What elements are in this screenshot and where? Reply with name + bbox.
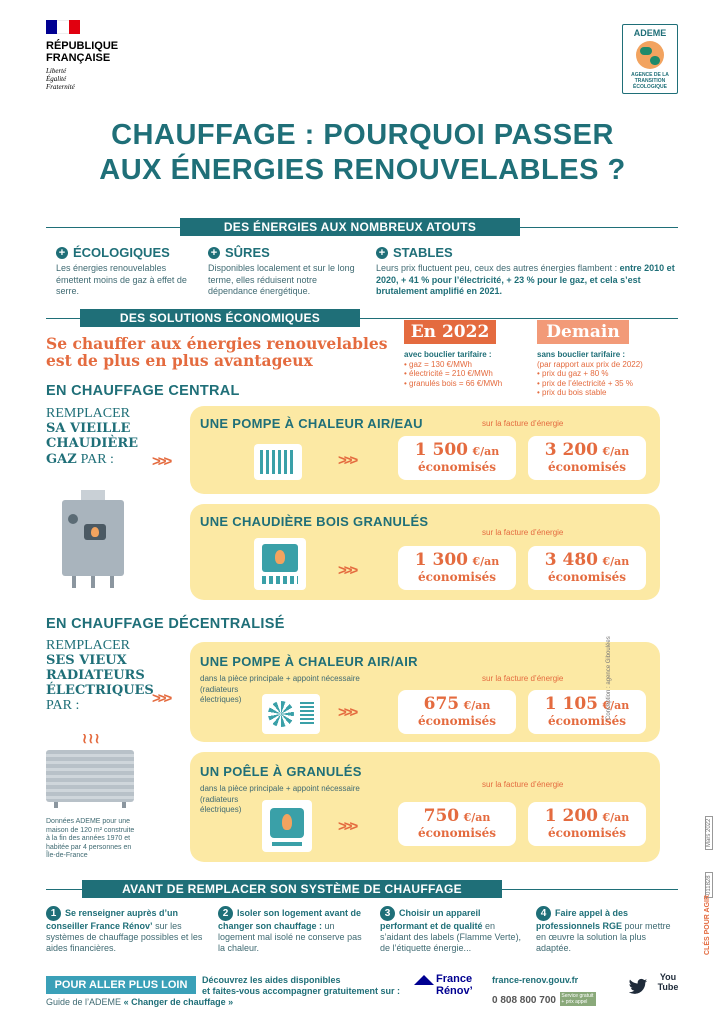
footnote-line: à la fin des années 1970 et: [46, 835, 131, 842]
price-saved: économisés: [547, 570, 627, 584]
plus-icon: +: [56, 247, 68, 259]
france-renov-logo: [414, 967, 486, 1015]
pour-aller-plus-loin-badge: POUR ALLER PLUS LOIN: [46, 976, 196, 994]
price-saved: économisés: [547, 460, 627, 474]
atout-title: SÛRES: [225, 245, 270, 260]
ademe-sub2: TRANSITION: [634, 78, 666, 84]
price-line: • gaz = 130 €/MWh: [404, 359, 472, 369]
heat-pump-air-air-icon: [262, 694, 320, 734]
atout-text: Les énergies renouvelables émettent moins de gaz à effet de serre.: [56, 263, 187, 296]
side-credit: Conception : agence Giboulées: [606, 636, 612, 720]
label-demain: Demain: [537, 320, 629, 344]
solutions-tagline-line2: est de plus en plus avantageux: [46, 351, 313, 370]
step-number: 1: [46, 906, 61, 921]
replace-line-bold: CHAUDIÈRE: [46, 436, 139, 451]
step-bold: Se renseigner auprès d’un conseiller France Rénov’: [46, 908, 179, 931]
ademe-sub1: AGENCE DE LA: [631, 72, 669, 78]
price-2022: [398, 690, 516, 734]
gas-boiler-icon: [58, 490, 128, 588]
discover-text: [202, 975, 417, 997]
youtube-icon[interactable]: You Tube: [657, 972, 679, 992]
step-bold: Choisir un appareil performant et de qualité: [380, 908, 483, 931]
replace-line-bold: RADIATEURS: [46, 668, 145, 683]
card-note: sur la facture d’énergie: [482, 674, 564, 683]
price-value: 3 480: [544, 550, 598, 570]
pellet-stove-icon: [262, 800, 312, 852]
france-renov-line1: France: [436, 973, 473, 985]
replace-line: REMPLACER: [46, 638, 131, 653]
price-demain: [528, 690, 646, 734]
guide-prefix: Guide de l’ADEME: [46, 997, 122, 1007]
central-heading: EN CHAUFFAGE CENTRAL: [46, 383, 240, 399]
decentral-heading: EN CHAUFFAGE DÉCENTRALISÉ: [46, 616, 285, 632]
replace-line: PAR :: [46, 698, 80, 713]
card-sub: dans la pièce principale + appoint nécessaire: [200, 784, 360, 793]
price-value: 750: [423, 806, 460, 826]
price-line: • granulés bois = 66 €/MWh: [404, 378, 503, 388]
atout-ecologiques: [56, 245, 196, 298]
replace-line-bold: SA VIEILLE: [46, 421, 131, 436]
heat-pump-air-eau-icon: [254, 444, 302, 480]
card-sub: électriques): [200, 695, 242, 704]
page-title-line2: AUX ÉNERGIES RENOUVELABLES ?: [99, 154, 626, 186]
france-renov-site-link[interactable]: france-renov.gouv.fr: [492, 975, 579, 985]
price-line: • prix du gaz + 80 %: [537, 369, 609, 378]
price-unit: €/an: [602, 555, 630, 568]
france-renov-line2: Rénov’: [436, 985, 473, 997]
price-saved: économisés: [417, 826, 497, 840]
card-pac-air-eau: [190, 406, 660, 494]
price-value: 1 200: [544, 806, 598, 826]
replace-line-bold: GAZ: [46, 452, 77, 467]
france-renov-house-icon: [414, 975, 434, 985]
price-unit: €/an: [602, 811, 630, 824]
price-value: 3 200: [544, 440, 598, 460]
card-sub: (radiateurs: [200, 685, 239, 694]
step-bold: Isoler son logement avant de changer son chauffage :: [218, 908, 362, 931]
page-title-line1: CHAUFFAGE : POURQUOI PASSER: [111, 119, 614, 151]
price-2022: [398, 546, 516, 590]
chevrons-icon: >>>: [338, 452, 356, 469]
footnote-line: Île-de-France: [46, 852, 88, 859]
phone-value: 0 808 800 700: [492, 995, 556, 1006]
phone-number: [492, 990, 622, 1004]
label-2022: En 2022: [404, 320, 496, 344]
atout-text-bold: entre 2010 et 2020, + 41 % pour l’électricité, + 23 % pour le gaz, et cela s’est brutalement amplifié en 2021.: [376, 263, 675, 296]
rf-motto-1: Liberté: [46, 67, 67, 75]
price-saved: économisés: [547, 826, 627, 840]
discover-line1: Découvrez les aides disponibles: [202, 975, 341, 985]
step-text: pour mettre en œuvre la solution la plus adaptée.: [536, 921, 671, 953]
price-line: • électricité = 210 €/MWh: [404, 369, 493, 378]
chevrons-icon: >>>: [152, 690, 170, 707]
chevrons-icon: >>>: [338, 704, 356, 721]
replace-line: REMPLACER: [46, 406, 131, 421]
replace-line-bold: ÉLECTRIQUES: [46, 683, 154, 698]
price-value: 675: [423, 694, 460, 714]
footnote-line: habitée par 4 personnes en: [46, 843, 132, 851]
ademe-name: ADEME: [633, 28, 667, 38]
price-saved: économisés: [547, 714, 627, 728]
rf-motto-3: Fraternité: [46, 83, 75, 91]
data-footnote: [46, 818, 181, 861]
side-cles-pour-agir: CLÉS POUR AGIR: [704, 894, 711, 955]
replace-line: PAR :: [80, 452, 114, 467]
step-number: 3: [380, 906, 395, 921]
price-2022: [398, 802, 516, 846]
card-sub: (radiateurs: [200, 795, 239, 804]
plus-icon: +: [376, 247, 388, 259]
card-title: UNE POMPE À CHALEUR AIR/AIR: [200, 654, 418, 669]
step-text: un logement mal isolé ne conserve pas la chaleur.: [218, 921, 362, 953]
price-value: 1 500: [414, 440, 468, 460]
prices-2022-sub: avec bouclier tarifaire :: [404, 350, 492, 359]
prices-demain-sub2: (par rapport aux prix de 2022): [537, 359, 643, 369]
ademe-globe-icon: [636, 41, 664, 69]
rf-motto-2: Égalité: [46, 75, 67, 83]
ademe-sub3: ÉCOLOGIQUE: [633, 84, 667, 90]
atout-text: Disponibles localement et sur le long terme, elles réduisent notre dépendance énergétique.: [208, 263, 355, 296]
step-number: 4: [536, 906, 551, 921]
price-demain: [528, 546, 646, 590]
chevrons-icon: >>>: [152, 453, 170, 470]
step-2: [218, 906, 368, 954]
card-title: UN POÊLE À GRANULÉS: [200, 764, 362, 779]
price-line: • prix de l’électricité + 35 %: [537, 378, 633, 388]
price-demain: [528, 802, 646, 846]
price-saved: économisés: [417, 460, 497, 474]
atout-title: ÉCOLOGIQUES: [73, 245, 170, 260]
solutions-tagline: [46, 335, 406, 369]
price-demain: [528, 436, 646, 480]
price-saved: économisés: [417, 714, 497, 728]
decentral-replace: [46, 638, 166, 713]
step-1: [46, 906, 211, 954]
step-text: sur les systèmes de chauffage possibles et les aides financières.: [46, 921, 203, 953]
steps-heading: AVANT DE REMPLACER SON SYSTÈME DE CHAUFFAGE: [82, 880, 502, 898]
atout-text: Leurs prix fluctuent peu, ceux des autres énergies flambent :: [376, 263, 618, 273]
rf-name-line1: RÉPUBLIQUE: [46, 40, 119, 52]
price-value: 1 105: [544, 694, 598, 714]
price-line: • prix du bois stable: [537, 388, 607, 397]
card-title: UNE CHAUDIÈRE BOIS GRANULÉS: [200, 514, 429, 529]
footnote-line: maison de 120 m² construite: [46, 826, 135, 834]
guide-link[interactable]: [46, 997, 233, 1007]
plus-icon: +: [208, 247, 220, 259]
prices-demain-sub: sans bouclier tarifaire :: [537, 350, 626, 359]
discover-line2: et faites-vous accompagner gratuitement sur :: [202, 986, 401, 996]
twitter-icon[interactable]: [628, 978, 648, 996]
atout-stables: [376, 245, 676, 298]
solutions-heading: DES SOLUTIONS ÉCONOMIQUES: [80, 309, 360, 327]
card-pac-air-air: [190, 642, 660, 742]
price-2022: [398, 436, 516, 480]
card-poele-granules: [190, 752, 660, 862]
footnote-line: Données ADEME pour une: [46, 818, 131, 825]
replace-line-bold: SES VIEUX: [46, 653, 127, 668]
prices-demain: [537, 350, 667, 398]
step-4: [536, 906, 676, 954]
step-3: [380, 906, 525, 954]
card-sub: électriques): [200, 805, 242, 814]
card-chaudiere-bois: [190, 504, 660, 600]
price-saved: économisés: [417, 570, 497, 584]
page-title: [0, 118, 725, 188]
step-bold: Faire appel à des professionnels RGE: [536, 908, 629, 931]
price-unit: €/an: [472, 555, 500, 568]
atouts-heading: DES ÉNERGIES AUX NOMBREUX ATOUTS: [180, 218, 520, 236]
price-unit: €/an: [602, 699, 630, 712]
guide-title: « Changer de chauffage »: [123, 997, 234, 1007]
step-number: 2: [218, 906, 233, 921]
card-title: UNE POMPE À CHALEUR AIR/EAU: [200, 416, 423, 431]
chevrons-icon: >>>: [338, 818, 356, 835]
price-unit: €/an: [463, 699, 491, 712]
phone-note: Service gratuit + prix appel: [560, 992, 596, 1006]
side-ref: 011828: [705, 872, 713, 898]
central-replace: [46, 406, 166, 467]
atout-title: STABLES: [393, 245, 453, 260]
price-value: 1 300: [414, 550, 468, 570]
electric-radiator-icon: ≀≀≀: [46, 730, 136, 810]
prices-2022: [404, 350, 529, 388]
step-text: en s’aidant des labels (Flamme Verte), de l’étiquette énergie...: [380, 921, 522, 953]
price-unit: €/an: [463, 811, 491, 824]
price-unit: €/an: [602, 445, 630, 458]
chevrons-icon: >>>: [338, 562, 356, 579]
side-date: Mars 2022: [705, 816, 713, 850]
price-unit: €/an: [472, 445, 500, 458]
rf-name-line2: FRANÇAISE: [46, 52, 111, 64]
card-note: sur la facture d’énergie: [482, 419, 564, 428]
flag-icon: [46, 20, 80, 34]
pellet-boiler-icon: [254, 538, 306, 590]
card-note: sur la facture d’énergie: [482, 528, 564, 537]
solutions-tagline-line1: Se chauffer aux énergies renouvelables: [46, 334, 388, 353]
card-note: sur la facture d’énergie: [482, 780, 564, 789]
republique-francaise-logo: [46, 20, 156, 95]
ademe-logo: [622, 24, 678, 94]
card-sub: dans la pièce principale + appoint nécessaire: [200, 674, 360, 683]
atout-sures: [208, 245, 363, 298]
